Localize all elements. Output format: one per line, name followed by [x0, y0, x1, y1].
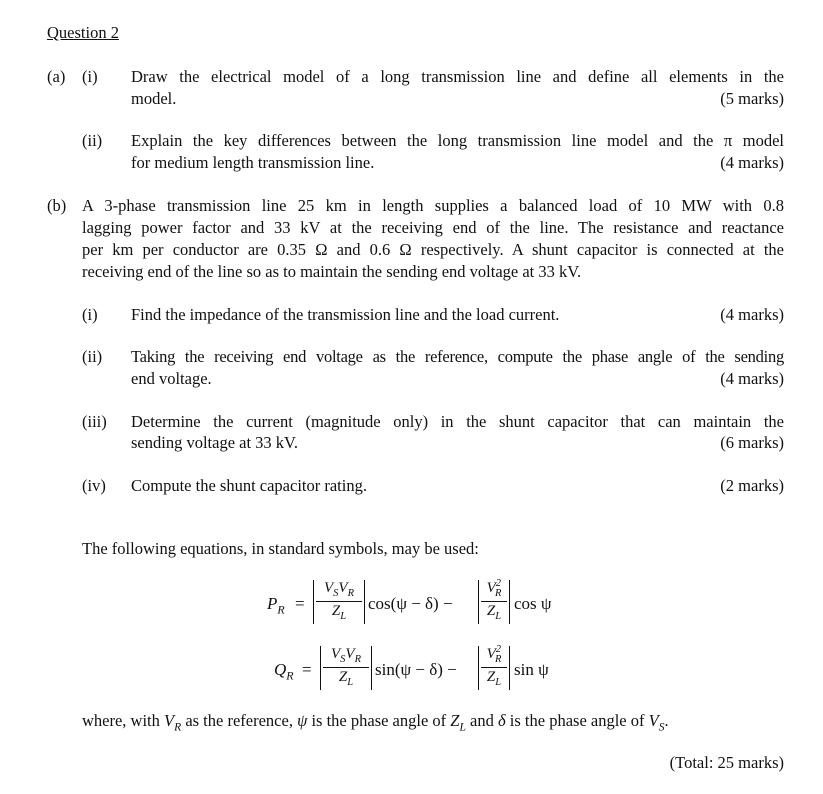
fraction-vsvr-over-zl: $V_SV_R$ $Z_L$ [323, 646, 369, 690]
item-text-line2: sending voltage at 33 kV. [131, 433, 298, 452]
equals-sign: = [302, 660, 312, 679]
pr-end: cos ψ [514, 594, 552, 613]
item-text-line1: Compute the shunt capacitor rating. [131, 476, 367, 495]
item-text-line2: end voltage. [131, 369, 212, 388]
abs-bar [509, 580, 510, 624]
item-number: (iv) [82, 476, 106, 495]
total-marks: (Total: 25 marks) [669, 753, 784, 772]
pr-mid: cos(ψ − δ) − [368, 594, 453, 613]
abs-bar [371, 646, 372, 690]
item-number: (iii) [82, 412, 107, 431]
pr-lhs: $P_R$ [267, 594, 285, 617]
intro-line: lagging power factor and 33 kV at the receiving end of the line. The resistance and reactance [82, 218, 784, 237]
abs-bar [364, 580, 365, 624]
question-heading: Question 2 [47, 23, 119, 42]
abs-bar [478, 580, 479, 624]
qr-lhs: $Q_R$ [274, 660, 294, 683]
item-text-line1: Taking the receiving end voltage as the reference, compute the phase angle of the sending [131, 347, 784, 366]
item-marks: (4 marks) [720, 369, 784, 388]
abs-bar [320, 646, 321, 690]
intro-line: receiving end of the line so as to maintain the sending end voltage at 33 kV. [82, 262, 582, 281]
part-b-label: (b) [47, 196, 67, 215]
item-text-line1: Draw the electrical model of a long transmission line and define all elements in the [131, 67, 784, 86]
item-number: (ii) [82, 347, 103, 366]
abs-bar [478, 646, 479, 690]
qr-mid: sin(ψ − δ) − [375, 660, 457, 679]
item-marks: (4 marks) [720, 153, 784, 172]
intro-line: per km per conductor are 0.35 Ω and 0.6 Ω respectively. A shunt capacitor is connected at the [82, 240, 784, 259]
part-a-label: (a) [47, 67, 66, 86]
fraction-vr2-over-zl: $V^2_R$ $Z_L$ [481, 644, 507, 690]
fraction-vsvr-over-zl: $V_SV_R$ $Z_L$ [316, 580, 362, 624]
item-marks: (5 marks) [720, 89, 784, 108]
item-text-line2: for medium length transmission line. [131, 153, 375, 172]
equations-intro: The following equations, in standard symbols, may be used: [82, 539, 479, 558]
abs-bar [313, 580, 314, 624]
item-text-line1: Find the impedance of the transmission line and the load current. [131, 305, 560, 324]
item-number: (i) [82, 67, 98, 86]
abs-bar [509, 646, 510, 690]
item-text-line1: Determine the current (magnitude only) in the shunt capacitor that can maintain the [131, 412, 784, 431]
intro-line: A 3-phase transmission line 25 km in length supplies a balanced load of 10 MW with 0.8 [82, 196, 784, 215]
item-marks: (4 marks) [720, 305, 784, 324]
item-marks: (6 marks) [720, 433, 784, 452]
item-number: (i) [82, 305, 98, 324]
where-clause: where, with $V_R$ as the reference, ψ is the phase angle of $Z_L$ and δ is the phase angle of $V_S$. [82, 711, 669, 734]
equals-sign: = [295, 594, 305, 613]
fraction-vr2-over-zl: $V^2_R$ $Z_L$ [481, 578, 507, 624]
item-marks: (2 marks) [720, 476, 784, 495]
item-text-line1: Explain the key differences between the long transmission line model and the π model [131, 131, 784, 150]
item-text-line2: model. [131, 89, 177, 108]
qr-end: sin ψ [514, 660, 549, 679]
item-number: (ii) [82, 131, 103, 150]
